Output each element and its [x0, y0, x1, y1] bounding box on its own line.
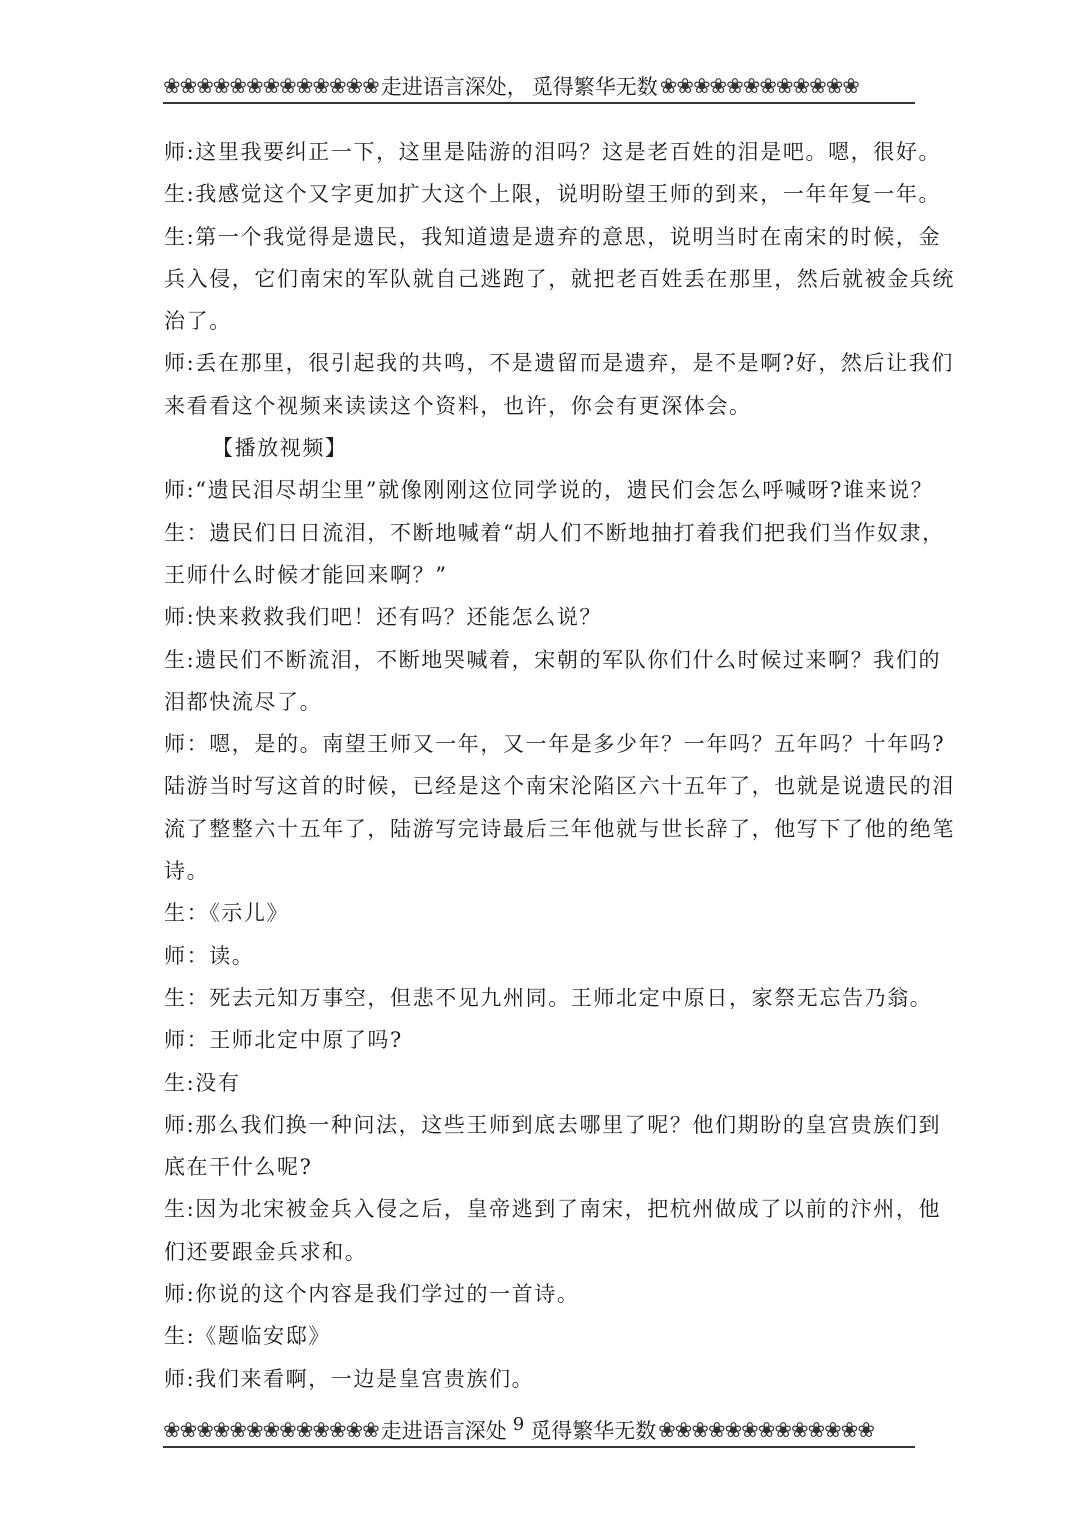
flower-ornament-right-icon: ❀❀❀❀❀❀❀❀❀❀❀❀ [659, 74, 859, 98]
text-line: 师:快来救救我们吧！还有吗？还能怎么说？ [164, 605, 603, 630]
text-line: 生:《题临安邸》 [164, 1324, 331, 1349]
flower-ornament-left-icon: ❀❀❀❀❀❀❀❀❀❀❀❀❀ [163, 74, 379, 98]
text-line: 师：嗯，是的。南望王师又一年，又一年是多少年？一年吗？五年吗？十年吗? [164, 732, 946, 757]
page-number: 9 [512, 1413, 525, 1435]
text-line: 生:遗民们不断流泪，不断地哭喊着，宋朝的军队你们什么时候过来啊？我们的 [164, 647, 942, 672]
header-motto-left: 走进语言深处， [380, 75, 528, 99]
page-footer [163, 1414, 915, 1448]
text-line: 师：读。 [164, 943, 255, 968]
text-line: 兵入侵，它们南宋的军队就自己逃跑了，就把老百姓丢在那里，然后就被金兵统 [164, 266, 955, 291]
document-body [164, 131, 955, 1400]
flower-ornament-right-icon: ❀❀❀❀❀❀❀❀❀❀❀❀❀ [658, 1418, 874, 1442]
text-line: 底在干什么呢? [164, 1155, 313, 1180]
text-line: 生：遗民们日日流泪，不断地喊着“胡人们不断地抽打着我们把我们当作奴隶， [164, 520, 945, 545]
text-line: 生:我感觉这个又字更加扩大这个上限，说明盼望王师的到来，一年年复一年。 [164, 182, 942, 207]
flower-ornament-left-icon: ❀❀❀❀❀❀❀❀❀❀❀❀❀ [163, 1418, 379, 1442]
text-line: 师:“遗民泪尽胡尘里”就像刚刚这位同学说的，遗民们会怎么呼喊呀?谁来说？ [164, 478, 934, 503]
page-header [163, 70, 915, 104]
text-line: 师:我们来看啊，一边是皇宫贵族们。 [164, 1366, 535, 1391]
text-line: 陆游当时写这首的时候，已经是这个南宋沦陷区六十五年了，也就是说遗民的泪 [164, 774, 955, 799]
footer-motto-right: 觅得繁华无数 [530, 1419, 657, 1443]
text-line: 师:这里我要纠正一下，这里是陆游的泪吗？这是老百姓的泪是吧。嗯，很好。 [164, 140, 942, 164]
text-line: 生：死去元知万事空，但悲不见九州同。王师北定中原日，家祭无忘告乃翁。 [164, 985, 933, 1010]
text-line: 师:那么我们换一种问法，这些王师到底去哪里了呢？他们期盼的皇宫贵族们到 [164, 1112, 942, 1137]
text-line: 生:第一个我觉得是遗民，我知道遗是遗弃的意思，说明当时在南宋的时候，金 [164, 224, 942, 249]
text-line: 泪都快流尽了。 [164, 689, 323, 714]
header-motto-right: 觅得繁华无数 [531, 75, 658, 99]
footer-motto-left: 走进语言深处 [380, 1419, 507, 1443]
stage-direction: 【播放视频】 [212, 436, 348, 461]
text-line: 生：《示儿》 [164, 901, 290, 926]
text-line: 师:你说的这个内容是我们学过的一首诗。 [164, 1282, 580, 1307]
text-line: 师:丢在那里，很引起我的共鸣，不是遗留而是遗弃，是不是啊?好，然后让我们 [164, 351, 954, 376]
text-line: 们还要跟金兵求和。 [164, 1239, 368, 1264]
text-line: 流了整整六十五年了，陆游写完诗最后三年他就与世长辞了，他写下了他的绝笔 [164, 816, 955, 841]
text-line: 来看看这个视频来读读这个资料，也许，你会有更深体会。 [164, 393, 752, 418]
text-line: 师：王师北定中原了吗? [164, 1028, 403, 1053]
text-line: 生:因为北宋被金兵入侵之后，皇帝逃到了南宋，把杭州做成了以前的汴州，他 [164, 1197, 942, 1222]
text-line: 王师什么时候才能回来啊？” [164, 562, 448, 587]
text-line: 治了。 [164, 309, 232, 334]
text-line: 生:没有 [164, 1070, 241, 1095]
text-line: 诗。 [164, 859, 210, 884]
